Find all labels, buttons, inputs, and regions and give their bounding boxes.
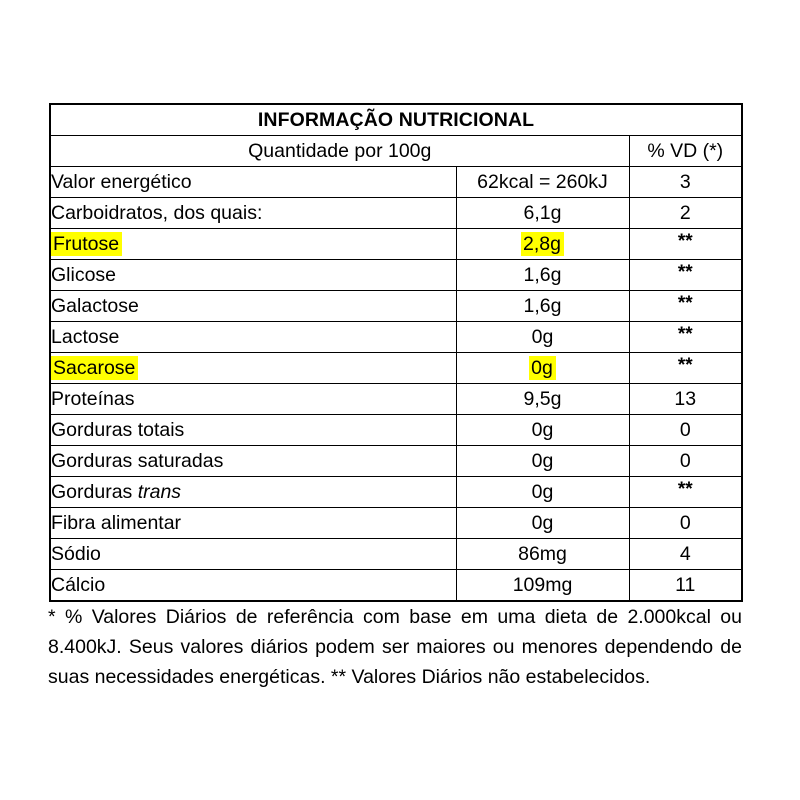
nutrient-value-cell [456, 291, 629, 322]
nutrient-label-cell [50, 446, 456, 477]
table-row [50, 477, 742, 508]
not-established-marker: ** [677, 478, 693, 500]
nutrient-label: Gorduras trans [51, 480, 182, 503]
table-title-row [50, 104, 742, 136]
daily-value-cell [629, 508, 742, 539]
daily-value: 3 [679, 170, 691, 193]
nutrient-label-cell [50, 539, 456, 570]
nutrient-value: 0g [531, 449, 554, 472]
nutrient-label: Cálcio [51, 573, 106, 596]
daily-values-footnote: * % Valores Diários de referência com base em uma dieta de 2.000kcal ou 8.400kJ. Seus valores diários podem ser maiores ou menores dependendo de suas necessidades energéticas. ** Valores Diários não estabelecidos. [48, 606, 742, 688]
nutrient-value: 62kcal = 260kJ [477, 170, 608, 193]
nutrient-label-cell [50, 322, 456, 353]
nutrient-value: 0g [531, 418, 554, 441]
daily-value-cell [629, 291, 742, 322]
table-row [50, 167, 742, 198]
nutrient-value: 0g [531, 480, 554, 503]
nutrient-value: 9,5g [523, 387, 562, 410]
nutrient-label: Fibra alimentar [51, 511, 182, 534]
nutrient-label-cell [50, 477, 456, 508]
daily-value-cell [629, 353, 742, 384]
nutrient-value: 1,6g [523, 263, 562, 286]
daily-value-cell [629, 570, 742, 602]
nutrient-value-cell [456, 167, 629, 198]
daily-value: 0 [679, 449, 691, 472]
nutrient-label-cell [50, 415, 456, 446]
daily-value: 2 [679, 201, 691, 224]
table-row [50, 229, 742, 260]
table-row [50, 291, 742, 322]
nutrient-value-cell [456, 198, 629, 229]
nutrient-value-cell [456, 477, 629, 508]
not-established-marker: ** [677, 292, 693, 314]
nutrition-table-container [49, 103, 741, 602]
nutrient-label-cell [50, 384, 456, 415]
nutrient-value-cell [456, 384, 629, 415]
nutrient-label-cell [50, 570, 456, 602]
table-row [50, 446, 742, 477]
nutrient-label: Valor energético [51, 170, 192, 193]
not-established-marker: ** [677, 261, 693, 283]
daily-value-cell [629, 415, 742, 446]
table-row [50, 539, 742, 570]
daily-value-cell [629, 384, 742, 415]
nutrient-label: Lactose [51, 325, 120, 348]
daily-value-cell [629, 198, 742, 229]
nutrient-value-cell [456, 229, 629, 260]
nutrient-label-cell [50, 260, 456, 291]
table-row [50, 415, 742, 446]
nutrient-value-cell [456, 539, 629, 570]
nutrient-label: Carboidratos, dos quais: [51, 201, 263, 224]
table-row [50, 322, 742, 353]
nutrient-value: 6,1g [523, 201, 562, 224]
not-established-marker: ** [677, 230, 693, 252]
nutrient-label: Sacarose [51, 356, 138, 380]
nutrient-label: Galactose [51, 294, 139, 317]
daily-value: 0 [679, 418, 691, 441]
daily-value-cell [629, 539, 742, 570]
nutrient-value: 0g [531, 325, 554, 348]
nutrient-value: 0g [529, 356, 556, 380]
nutrient-label-cell [50, 353, 456, 384]
nutrition-table-body [50, 104, 742, 601]
nutrient-value: 0g [531, 511, 554, 534]
not-established-marker: ** [677, 354, 693, 376]
daily-value: 0 [679, 511, 691, 534]
daily-value-cell [629, 260, 742, 291]
daily-value: 11 [675, 573, 696, 596]
nutrient-label: Glicose [51, 263, 117, 286]
daily-value-cell [629, 322, 742, 353]
table-row [50, 570, 742, 602]
table-row [50, 260, 742, 291]
nutrient-label: Proteínas [51, 387, 135, 410]
nutrient-label-cell [50, 508, 456, 539]
table-row [50, 353, 742, 384]
table-row [50, 384, 742, 415]
nutrient-label-cell [50, 198, 456, 229]
daily-value-cell [629, 229, 742, 260]
daily-value-cell [629, 167, 742, 198]
quantity-per-serving-header: Quantidade por 100g [50, 136, 629, 167]
nutrient-value-cell [456, 508, 629, 539]
daily-value-cell [629, 446, 742, 477]
nutrient-label: Gorduras totais [51, 418, 185, 441]
nutrient-value-cell [456, 446, 629, 477]
not-established-marker: ** [677, 323, 693, 345]
table-header-row [50, 136, 742, 167]
nutrient-value: 109mg [512, 573, 573, 596]
daily-value-header: % VD (*) [629, 136, 742, 167]
nutrient-value-cell [456, 415, 629, 446]
nutrient-value: 86mg [518, 542, 567, 565]
nutrient-value-cell [456, 353, 629, 384]
nutrient-label-cell [50, 229, 456, 260]
nutrient-value-cell [456, 570, 629, 602]
nutrition-facts-table [49, 103, 743, 602]
nutrient-label: Frutose [51, 232, 122, 256]
nutrient-value: 2,8g [521, 232, 564, 256]
table-row [50, 508, 742, 539]
nutrient-label-cell [50, 167, 456, 198]
nutrient-value-cell [456, 260, 629, 291]
nutrient-label: Sódio [51, 542, 101, 565]
table-row [50, 198, 742, 229]
nutrient-label: Gorduras saturadas [51, 449, 224, 472]
nutrition-table-title: INFORMAÇÃO NUTRICIONAL [50, 104, 742, 136]
nutrient-label-cell [50, 291, 456, 322]
daily-value: 4 [679, 542, 691, 565]
daily-value-cell [629, 477, 742, 508]
nutrient-value: 1,6g [523, 294, 562, 317]
nutrient-value-cell [456, 322, 629, 353]
nutrient-label-italic: trans [137, 480, 182, 503]
daily-value: 13 [674, 387, 697, 410]
